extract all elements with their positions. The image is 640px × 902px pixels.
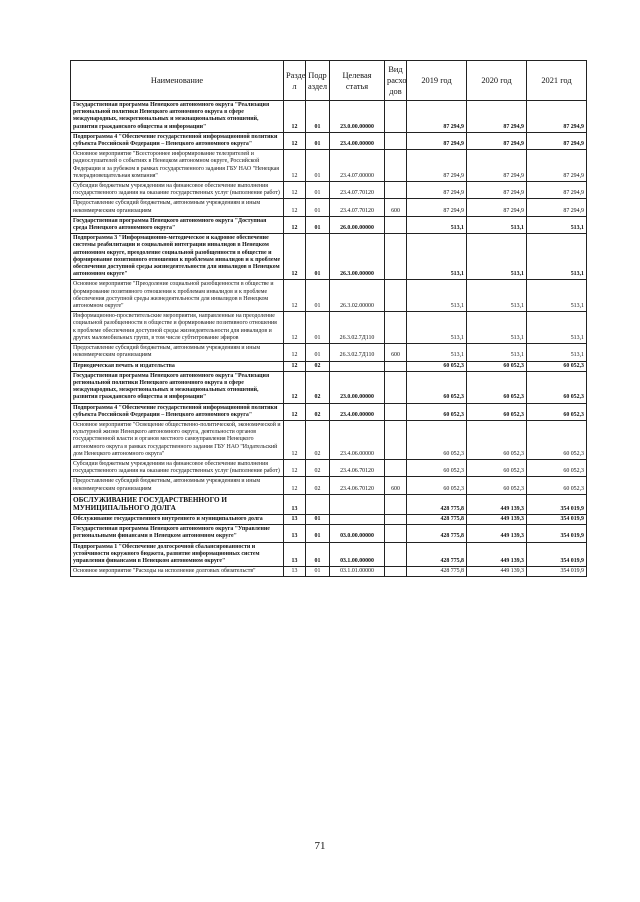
row-name: Подпрограмма 3 "Информационно-методическое и кадровое обеспечение системы реабилитации и социальной интеграции инвалидов в Ненецком автономном округе, преодоление социальной разобщенности в обществе и формирование позитивного отношения к проблемам инвалидов и к проблеме обеспечения доступной среды жизнедеятельности для инвалидов в Ненецком автономном округе" xyxy=(71,234,284,280)
header-name: Наименование xyxy=(71,61,284,101)
row-2020: 449 139,3 xyxy=(467,494,527,514)
row-2021: 60 052,3 xyxy=(527,371,587,403)
row-2021: 87 294,9 xyxy=(527,199,587,216)
row-2019: 87 294,9 xyxy=(407,101,467,133)
row-2021: 354 019,9 xyxy=(527,542,587,567)
table-header-row xyxy=(71,61,587,101)
row-2020: 60 052,3 xyxy=(467,361,527,371)
row-name: Основное мероприятие "Всестороннее информирование телезрителей и радиослушателей о событиях в Ненецком автономном округе, Российской Федерации и за рубежом в рамках государственного задания ГБУ НАО "Ненецкая телерадиовещательная компания" xyxy=(71,150,284,182)
table-row xyxy=(71,101,587,133)
row-razdel: 12 xyxy=(284,182,306,199)
row-podrazdel: 01 xyxy=(306,280,330,312)
row-podrazdel: 02 xyxy=(306,371,330,403)
row-2019: 60 052,3 xyxy=(407,371,467,403)
row-2019: 87 294,9 xyxy=(407,199,467,216)
header-vid: Вид расхо дов xyxy=(385,61,407,101)
row-2019: 428 775,8 xyxy=(407,542,467,567)
row-target: 03.1.01.00000 xyxy=(330,567,385,577)
row-2019: 428 775,8 xyxy=(407,494,467,514)
row-podrazdel: 01 xyxy=(306,514,330,524)
row-2020: 87 294,9 xyxy=(467,182,527,199)
row-2019: 428 775,8 xyxy=(407,525,467,542)
row-2021: 87 294,9 xyxy=(527,101,587,133)
row-razdel: 12 xyxy=(284,216,306,233)
row-vid xyxy=(385,542,407,567)
row-2019: 60 052,3 xyxy=(407,403,467,420)
row-vid xyxy=(385,459,407,476)
row-2020: 87 294,9 xyxy=(467,150,527,182)
row-2021: 354 019,9 xyxy=(527,514,587,524)
row-2021: 60 052,3 xyxy=(527,361,587,371)
row-2019: 513,1 xyxy=(407,216,467,233)
row-podrazdel: 01 xyxy=(306,199,330,216)
row-razdel: 12 xyxy=(284,280,306,312)
row-target xyxy=(330,494,385,514)
row-name: Основное мероприятие "Освещение общественно-политической, экономической и культурной жизни Ненецкого автономного округа, деятельности органов государственной власти и органов местного самоуправления Ненецкого автономного округа в рамках государственного задания ГБУ НАО "Издательский дом Ненецкого автономного округа" xyxy=(71,420,284,459)
row-vid xyxy=(385,403,407,420)
budget-table xyxy=(70,60,587,577)
row-2021: 87 294,9 xyxy=(527,182,587,199)
header-2021: 2021 год xyxy=(527,61,587,101)
row-podrazdel: 01 xyxy=(306,567,330,577)
row-2021: 354 019,9 xyxy=(527,567,587,577)
row-podrazdel xyxy=(306,494,330,514)
row-podrazdel: 01 xyxy=(306,150,330,182)
table-row xyxy=(71,459,587,476)
row-podrazdel: 01 xyxy=(306,132,330,149)
row-razdel: 12 xyxy=(284,420,306,459)
row-vid xyxy=(385,371,407,403)
row-2019: 87 294,9 xyxy=(407,132,467,149)
row-vid xyxy=(385,312,407,344)
row-2020: 449 139,3 xyxy=(467,525,527,542)
row-razdel: 12 xyxy=(284,234,306,280)
row-razdel: 13 xyxy=(284,525,306,542)
row-name: Предоставление субсидий бюджетным, автономным учреждениям и иным некоммерческим организациям xyxy=(71,344,284,361)
row-name: Информационно-просветительские мероприятия, направленные на преодоление социальной разобщенности в обществе и формирование позитивного отношения к проблеме обеспечения доступной среды жизнедеятельности для инвалидов и других маломобильных групп, в том числе субтитрование эфиров xyxy=(71,312,284,344)
row-2019: 513,1 xyxy=(407,312,467,344)
row-2019: 513,1 xyxy=(407,344,467,361)
table-row xyxy=(71,150,587,182)
row-target: 26.3.02.00000 xyxy=(330,280,385,312)
table-row xyxy=(71,234,587,280)
row-2021: 87 294,9 xyxy=(527,150,587,182)
table-row xyxy=(71,280,587,312)
row-name: Подпрограмма 4 "Обеспечение государственной информационной политики субъекта Российской Федерации – Ненецкого автономного округа" xyxy=(71,132,284,149)
row-2019: 513,1 xyxy=(407,234,467,280)
table-row xyxy=(71,567,587,577)
row-2019: 60 052,3 xyxy=(407,420,467,459)
row-name: Государственная программа Ненецкого автономного округа "Доступная среда Ненецкого автономного округа" xyxy=(71,216,284,233)
row-vid: 600 xyxy=(385,344,407,361)
table-row xyxy=(71,371,587,403)
table-row xyxy=(71,514,587,524)
row-target: 23.4.06.00000 xyxy=(330,420,385,459)
row-razdel: 12 xyxy=(284,459,306,476)
row-vid xyxy=(385,280,407,312)
row-2020: 87 294,9 xyxy=(467,199,527,216)
row-name: Периодическая печать и издательства xyxy=(71,361,284,371)
row-razdel: 12 xyxy=(284,403,306,420)
table-row xyxy=(71,199,587,216)
row-razdel: 12 xyxy=(284,344,306,361)
row-2020: 60 052,3 xyxy=(467,477,527,494)
header-2019: 2019 год xyxy=(407,61,467,101)
table-row xyxy=(71,216,587,233)
table-row xyxy=(71,132,587,149)
row-name: Основное мероприятие "Расходы на исполнение долговых обязательств" xyxy=(71,567,284,577)
row-target: 26.3.02.7Д110 xyxy=(330,344,385,361)
row-2021: 354 019,9 xyxy=(527,525,587,542)
row-2020: 60 052,3 xyxy=(467,420,527,459)
row-2021: 513,1 xyxy=(527,234,587,280)
table-row xyxy=(71,477,587,494)
row-2019: 60 052,3 xyxy=(407,459,467,476)
row-2019: 60 052,3 xyxy=(407,477,467,494)
row-name: Подпрограмма 1 "Обеспечение долгосрочной сбалансированности и устойчивости окружного бюджета, развитие информационных систем управления финансами в Ненецком автономном округе" xyxy=(71,542,284,567)
row-2021: 513,1 xyxy=(527,312,587,344)
table-row xyxy=(71,494,587,514)
row-vid xyxy=(385,361,407,371)
row-2021: 60 052,3 xyxy=(527,459,587,476)
row-vid xyxy=(385,132,407,149)
row-2021: 87 294,9 xyxy=(527,132,587,149)
row-target: 03.1.00.00000 xyxy=(330,542,385,567)
row-name: Подпрограмма 4 "Обеспечение государственной информационной политики субъекта Российской Федерации – Ненецкого автономного округа" xyxy=(71,403,284,420)
row-name: Основное мероприятие "Преодоление социальной разобщенности в обществе и формирование позитивного отношения к проблемам инвалидов и к проблеме обеспечения доступной среды жизнедеятельности для инвалидов в Ненецком автономном округе" xyxy=(71,280,284,312)
row-2021: 513,1 xyxy=(527,344,587,361)
row-target: 23.4.00.00000 xyxy=(330,132,385,149)
row-2019: 428 775,8 xyxy=(407,514,467,524)
row-2019: 87 294,9 xyxy=(407,182,467,199)
row-2020: 449 139,3 xyxy=(467,514,527,524)
row-podrazdel: 01 xyxy=(306,542,330,567)
row-target: 23.4.06.70120 xyxy=(330,477,385,494)
row-2020: 449 139,3 xyxy=(467,542,527,567)
row-name: Государственная программа Ненецкого автономного округа "Реализация региональной политики Ненецкого автономного округа в сфере международных, межрегиональных и межнациональных отношений, развития гражданского общества и информации" xyxy=(71,101,284,133)
row-2020: 513,1 xyxy=(467,280,527,312)
row-razdel: 12 xyxy=(284,371,306,403)
row-podrazdel: 01 xyxy=(306,344,330,361)
row-2021: 513,1 xyxy=(527,216,587,233)
row-name: Государственная программа Ненецкого автономного округа "Управление региональными финансами в Ненецком автономном округе" xyxy=(71,525,284,542)
row-target: 23.0.00.00000 xyxy=(330,371,385,403)
row-2019: 428 775,8 xyxy=(407,567,467,577)
row-vid xyxy=(385,567,407,577)
row-2020: 60 052,3 xyxy=(467,403,527,420)
row-podrazdel: 01 xyxy=(306,101,330,133)
row-razdel: 12 xyxy=(284,361,306,371)
row-name: Предоставление субсидий бюджетным, автономным учреждениям и иным некоммерческим организациям xyxy=(71,199,284,216)
row-name: Субсидии бюджетным учреждениям на финансовое обеспечение выполнения государственного задания на оказание государственных услуг (выполнение работ) xyxy=(71,459,284,476)
row-vid xyxy=(385,514,407,524)
row-razdel: 13 xyxy=(284,494,306,514)
row-2020: 60 052,3 xyxy=(467,459,527,476)
table-row xyxy=(71,542,587,567)
row-2021: 354 019,9 xyxy=(527,494,587,514)
row-2020: 449 139,3 xyxy=(467,567,527,577)
row-target: 26.0.00.00000 xyxy=(330,216,385,233)
row-2020: 513,1 xyxy=(467,344,527,361)
header-target: Целевая статья xyxy=(330,61,385,101)
row-target xyxy=(330,514,385,524)
row-vid xyxy=(385,234,407,280)
row-vid xyxy=(385,150,407,182)
table-row xyxy=(71,403,587,420)
row-razdel: 12 xyxy=(284,150,306,182)
row-podrazdel: 02 xyxy=(306,403,330,420)
row-name: Государственная программа Ненецкого автономного округа "Реализация региональной политики Ненецкого автономного округа в сфере международных, межрегиональных и межнациональных отношений, развития гражданского общества и информации" xyxy=(71,371,284,403)
row-target: 23.4.07.70120 xyxy=(330,182,385,199)
row-podrazdel: 02 xyxy=(306,477,330,494)
row-podrazdel: 01 xyxy=(306,234,330,280)
row-razdel: 13 xyxy=(284,514,306,524)
header-podrazdel: Подр аздел xyxy=(306,61,330,101)
row-2020: 513,1 xyxy=(467,234,527,280)
row-target xyxy=(330,361,385,371)
row-target: 23.4.06.70120 xyxy=(330,459,385,476)
row-target: 23.0.00.00000 xyxy=(330,101,385,133)
row-vid xyxy=(385,494,407,514)
row-name: Предоставление субсидий бюджетным, автономным учреждениям и иным некоммерческим организациям xyxy=(71,477,284,494)
row-vid xyxy=(385,216,407,233)
row-vid xyxy=(385,101,407,133)
row-2019: 513,1 xyxy=(407,280,467,312)
row-2021: 60 052,3 xyxy=(527,420,587,459)
row-vid: 600 xyxy=(385,199,407,216)
row-razdel: 12 xyxy=(284,199,306,216)
row-razdel: 12 xyxy=(284,477,306,494)
row-2020: 87 294,9 xyxy=(467,101,527,133)
row-2020: 87 294,9 xyxy=(467,132,527,149)
budget-table-sheet xyxy=(70,60,586,577)
row-razdel: 12 xyxy=(284,312,306,344)
page-number: 71 xyxy=(314,840,326,852)
row-podrazdel: 01 xyxy=(306,216,330,233)
table-row xyxy=(71,420,587,459)
row-razdel: 13 xyxy=(284,542,306,567)
row-vid xyxy=(385,525,407,542)
row-vid xyxy=(385,182,407,199)
row-razdel: 13 xyxy=(284,567,306,577)
table-row xyxy=(71,525,587,542)
row-2021: 513,1 xyxy=(527,280,587,312)
row-target: 23.4.07.70120 xyxy=(330,199,385,216)
row-target: 23.4.07.00000 xyxy=(330,150,385,182)
row-name: Субсидии бюджетным учреждениям на финансовое обеспечение выполнения государственного задания на оказание государственных услуг (выполнение работ) xyxy=(71,182,284,199)
row-podrazdel: 01 xyxy=(306,312,330,344)
row-2020: 513,1 xyxy=(467,216,527,233)
row-podrazdel: 01 xyxy=(306,182,330,199)
row-2021: 60 052,3 xyxy=(527,477,587,494)
row-razdel: 12 xyxy=(284,101,306,133)
row-podrazdel: 02 xyxy=(306,459,330,476)
table-row xyxy=(71,312,587,344)
row-2020: 513,1 xyxy=(467,312,527,344)
table-row xyxy=(71,182,587,199)
row-podrazdel: 01 xyxy=(306,525,330,542)
row-2019: 60 052,3 xyxy=(407,361,467,371)
row-target: 26.3.02.7Д110 xyxy=(330,312,385,344)
row-target: 23.4.00.00000 xyxy=(330,403,385,420)
row-2021: 60 052,3 xyxy=(527,403,587,420)
row-razdel: 12 xyxy=(284,132,306,149)
header-razdel: Разде л xyxy=(284,61,306,101)
row-podrazdel: 02 xyxy=(306,361,330,371)
table-row xyxy=(71,344,587,361)
row-vid xyxy=(385,420,407,459)
row-name: Обслуживание государственного внутреннего и муниципального долга xyxy=(71,514,284,524)
row-2020: 60 052,3 xyxy=(467,371,527,403)
row-podrazdel: 02 xyxy=(306,420,330,459)
row-target: 03.0.00.00000 xyxy=(330,525,385,542)
header-2020: 2020 год xyxy=(467,61,527,101)
row-vid: 600 xyxy=(385,477,407,494)
row-name: ОБСЛУЖИВАНИЕ ГОСУДАРСТВЕННОГО И МУНИЦИПАЛЬНОГО ДОЛГА xyxy=(71,494,284,514)
row-2019: 87 294,9 xyxy=(407,150,467,182)
row-target: 26.3.00.00000 xyxy=(330,234,385,280)
table-row xyxy=(71,361,587,371)
